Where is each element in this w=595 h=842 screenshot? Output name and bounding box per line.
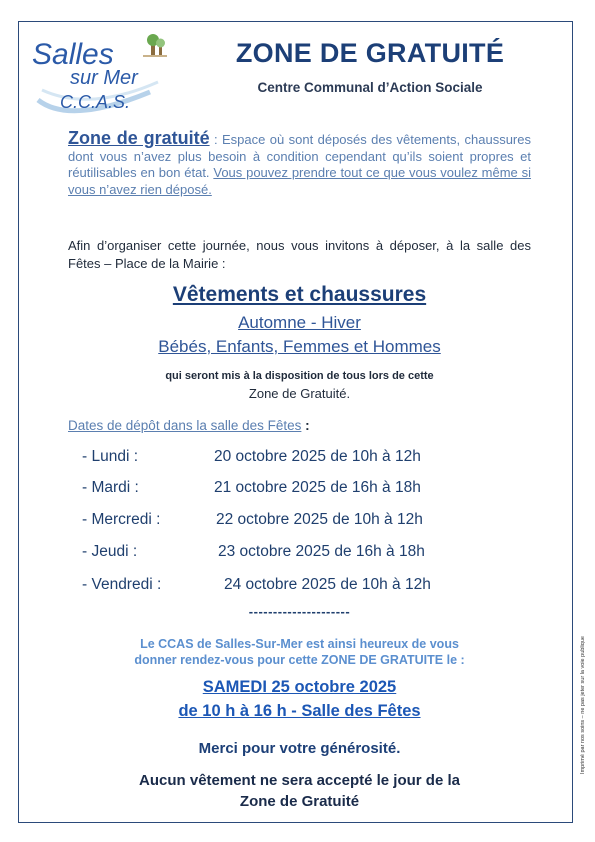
date-row-when: 21 octobre 2025 de 16h à 18h [214, 479, 421, 496]
items-people: Bébés, Enfants, Femmes et Hommes [158, 337, 441, 356]
page-title: ZONE DE GRATUITÉ [235, 38, 505, 68]
intro-text: Espace où sont déposés des vêtements, chaussures dont vous n’avez plus besoin à condition cependant qu’ils soient propres et réutilisables en bon état. [68, 132, 531, 180]
ccas-logo [30, 30, 170, 120]
date-row-when: 24 octobre 2025 de 10h à 12h [224, 576, 431, 593]
invite-paragraph: Afin d’organiser cette journée, nous vous invitons à déposer, à la salle des Fêtes – Place de la Mairie : [68, 238, 531, 271]
date-row-when: 20 octobre 2025 de 10h à 12h [214, 448, 421, 465]
notice-line-1: Aucun vêtement ne sera accepté le jour de la [139, 772, 460, 789]
intro-paragraph [68, 130, 531, 198]
svg-text:C.C.A.S.: C.C.A.S. [60, 92, 131, 112]
date-row-when: 23 octobre 2025 de 16h à 18h [218, 543, 425, 560]
separator: --------------------- [248, 604, 351, 619]
ccas-message [68, 636, 531, 668]
items-season: Automne - Hiver [238, 313, 361, 332]
items-heading: Vêtements et chaussures [172, 283, 427, 306]
event-date: SAMEDI 25 octobre 2025 [202, 678, 397, 696]
items-dispo: qui seront mis à la disposition de tous lors de cette [165, 370, 434, 382]
thanks-text: Merci pour votre générosité. [198, 740, 401, 757]
intro-underlined: Vous pouvez prendre tout ce que vous voulez même si vous n’avez rien déposé. [68, 165, 531, 197]
dates-heading [68, 418, 310, 433]
side-print-note-text: Imprimé par nos soins – ne pas jeter sur la voie publique [580, 636, 586, 774]
ccas-line-2: donner rendez-vous pour cette ZONE DE GRATUITE le : [134, 653, 465, 667]
ccas-line-1: Le CCAS de Salles-Sur-Mer est ainsi heureux de vous [140, 637, 459, 651]
date-row-day: - Lundi : [82, 448, 139, 465]
intro-lead: Zone de gratuité [68, 128, 210, 148]
items-zone: Zone de Gratuité. [248, 386, 351, 401]
date-row-day: - Vendredi : [82, 576, 162, 593]
dates-heading-colon: : [301, 418, 310, 433]
date-row-day: - Jeudi : [82, 543, 138, 560]
notice-text [60, 770, 539, 812]
date-row-day: - Mercredi : [82, 511, 161, 528]
intro-colon: : [209, 132, 223, 147]
svg-text:Salles: Salles [32, 38, 114, 71]
side-print-note [574, 600, 592, 810]
date-row-when: 22 octobre 2025 de 10h à 12h [216, 511, 423, 528]
date-row-day: - Mardi : [82, 479, 139, 496]
svg-text:sur Mer: sur Mer [70, 67, 138, 89]
page-subtitle: Centre Communal d’Action Sociale [257, 80, 483, 95]
event-hours: de 10 h à 16 h - Salle des Fêtes [178, 702, 421, 720]
notice-line-2: Zone de Gratuité [239, 793, 360, 810]
dates-heading-text: Dates de dépôt dans la salle des Fêtes [68, 418, 302, 433]
